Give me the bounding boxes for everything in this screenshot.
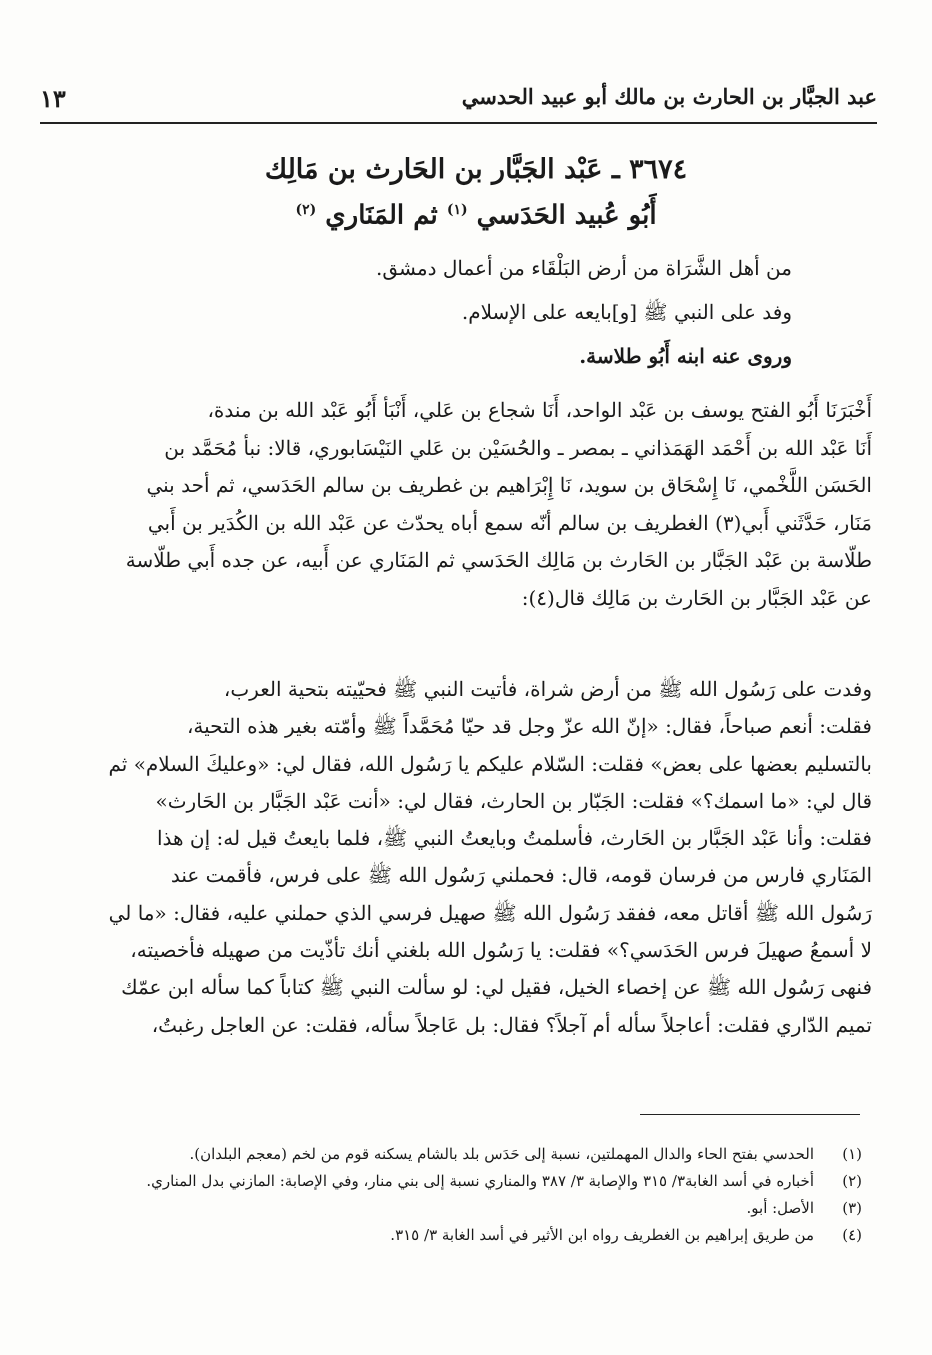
running-header-title: عبد الجبَّار بن الحارث بن مالك أبو عبيد الحدسي	[461, 84, 877, 109]
footnote-number: (١)	[842, 1145, 862, 1163]
footnote-number: (٤)	[842, 1226, 862, 1244]
narration-line: تميم الدّاري فقلت: أعاجلاً سأله أم آجلاً؟ فقال: بل عَاجلاً سأله، فقلت: عن العاجل رغبتُ،	[151, 1012, 872, 1037]
footnote-ref-2: (٢)	[295, 202, 317, 218]
footnote-separator	[640, 1114, 860, 1115]
footnote-number: (٢)	[842, 1172, 862, 1190]
isnad-line: مَنَار، حَدَّثَني أَبي(٣) الغطريف بن سالم أنّه سمع أباه يحدّث عن عَبْد الله بن الكُدَير بن أَبي	[147, 510, 872, 535]
isnad-line: طلّاسة بن عَبْد الجَبَّار بن الحَارث بن مَالِك الحَدَسي ثم المَنَاري عن أَبيه، عن جده أَبي طلّاسة	[125, 548, 872, 572]
isnad-line: الحَسَن اللَّخْمي، نَا إِسْحَاق بن سويد، نَا إِبْرَاهيم بن غطريف بن سالم الحَدَسي، ثم أحد بني	[146, 473, 872, 497]
isnad-paragraph	[50, 392, 872, 617]
narration-paragraph	[45, 671, 872, 1044]
intro-line: وروى عنه ابنه أَبُو طلاسة.	[579, 344, 792, 368]
entry-title-line1: ٣٦٧٤ ـ عَبْد الجَبَّار بن الحَارث بن مَالِك	[264, 154, 688, 185]
narration-line: قال لي: «ما اسمك؟» فقلت: الجَبّار بن الحارث، فقال لي: «أنت عَبْد الجَبَّار بن الحَارث»	[155, 788, 872, 813]
narration-line: فقلت: أنعم صباحاً، فقال: «إنّ الله عزّ وجل قد حيّا مُحَمَّداً ﷺ وأمّته بغير هذه التحية،	[186, 714, 872, 739]
entry-title-nisba: ثم المَنَاري	[325, 200, 438, 231]
footnote	[70, 1143, 862, 1166]
page-number: ١٣	[40, 84, 66, 113]
narration-line: بالتسليم بعضها على بعض» فقلت: السّلام عليكم يا رَسُول الله، فقال لي: «وعليكَ السلام» ثم	[108, 751, 872, 776]
intro-paragraphs	[60, 246, 792, 378]
entry-title	[120, 150, 832, 236]
entry-title-kunya: أَبُو عُبيد الحَدَسي	[476, 200, 657, 231]
isnad-line: أَخْبَرَنَا أَبُو الفتح يوسف بن عَبْد الواحد، أَنَا شجاع بن عَلي، أَنْبَأ أَبُو عَبْد الله بن مندة،	[207, 398, 872, 422]
footnote-text: من طريق إبراهيم بن الغطريف رواه ابن الأثير في أسد الغابة ٣/ ٣١٥.	[390, 1226, 814, 1244]
narration-line: لا أسمعُ صهيلَ فرس الحَدَسي؟» فقلت: يا رَسُول الله بلغني أنك تأذّيت من صهيله فأخصيته،	[130, 938, 872, 963]
footnote-text: أخباره في أسد الغابة٣/ ٣١٥ والإصابة ٣/ ٣٨٧ والمناري نسبة إلى بني منار، وفي الإصابة: المازني بدل المناري.	[146, 1172, 814, 1190]
header-rule	[40, 122, 877, 124]
footnotes	[70, 1143, 862, 1251]
isnad-line: عن عَبْد الجَبَّار بن الحَارث بن مَالِك قال(٤):	[521, 585, 872, 610]
footnote-text: الأصل: أبو.	[746, 1199, 814, 1217]
entry-title-line2	[120, 190, 832, 236]
footnote-ref-1: (١)	[446, 202, 468, 218]
footnote	[70, 1224, 862, 1247]
footnote-number: (٣)	[842, 1199, 862, 1217]
intro-line: وفد على النبي ﷺ [و]بايعه على الإسلام.	[461, 300, 792, 324]
narration-line: المَنَاري فارس من فرسان قومه، قال: فحملني رَسُول الله ﷺ على فرس، فأقمت عند	[170, 863, 872, 888]
intro-line: من أهل الشَّرَاة من أرض البَلْقَاء من أعمال دمشق.	[376, 256, 792, 280]
narration-line: فنهى رَسُول الله ﷺ عن إخصاء الخيل، فقيل لي: لو سألت النبي ﷺ كتاباً كما سأله ابن عمّك	[121, 975, 872, 1000]
footnote-text: الحدسي بفتح الحاء والدال المهملتين، نسبة إلى حَدَس بلد بالشام يسكنه قوم من لخم (معجم البلدان).	[189, 1145, 814, 1163]
narration-line: وفدت على رَسُول الله ﷺ من أرض شراة، فأتيت النبي ﷺ فحيّيته بتحية العرب،	[223, 677, 872, 701]
footnote	[70, 1197, 862, 1220]
footnote	[70, 1170, 862, 1193]
running-header	[40, 84, 877, 120]
narration-line: فقلت: وأنا عَبْد الجَبَّار بن الحَارث، فأسلمتُ وبايعتُ النبي ﷺ، فلما بايعتُ قيل له: إن هذا	[156, 826, 872, 851]
isnad-line: أَنَا عَبْد الله بن أَحْمَد الهَمَذاني ـ بمصر ـ والحُسَيْن بن عَلي النَيْسَابوري، قالا: نبأ مُحَمَّد بن	[164, 435, 872, 460]
narration-line: رَسُول الله ﷺ أقاتل معه، ففقد رَسُول الله ﷺ صهيل فرسي الذي حملني عليه، فقال: «ما لي	[108, 900, 872, 925]
